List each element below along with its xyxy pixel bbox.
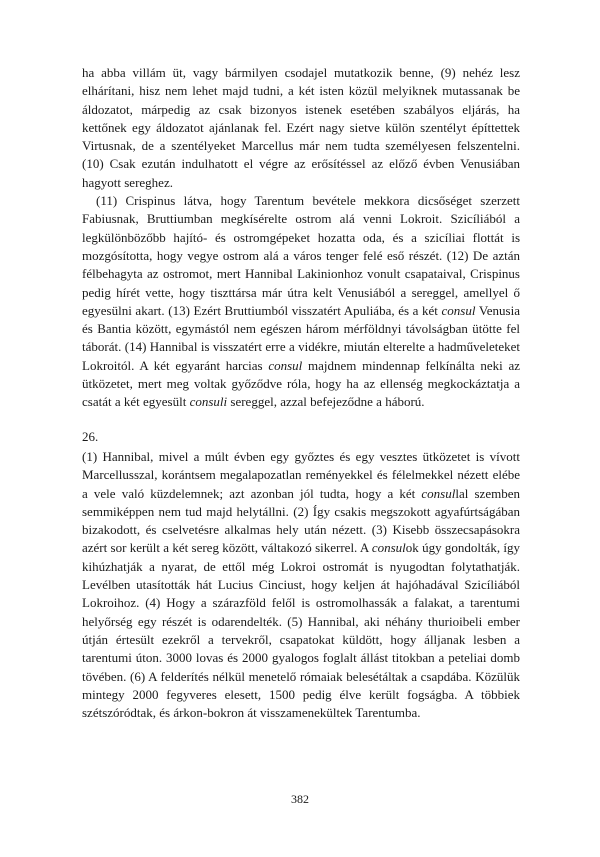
latin-term-consuli: consuli [189, 394, 228, 410]
latin-term-consul: consul [268, 357, 303, 373]
text-run: (11) Crispinus látva, hogy Tarentum bevétele mekkora dicsőséget szerzett Fabiusnak, Bruttiumban megkísérelte ostrom alá venni Lokroit. Szicíliából a legkülönbözőbb hajító- és ostromgépeket hozatta oda, és a szicíliai flottát is mozgósította, hogy vegye ostrom alá a város tenger felé eső részét. (12) De aztán félbehagyta az ostromot, mert Hannibal Lakinionhoz vonult csapataival, Crispinus pedig hírét vette, hogy tiszttársa már útra kelt Venusiából a sereggel, amellyel ő egyesülni akart. (13) Ezért Bruttiumból visszatért Apuliába, és a két [82, 193, 520, 318]
text-run: (1) Hannibal, mivel a múlt évben egy győztes és egy vesztes ütközetet is vívott Marcellusszal, korántsem megalapozatlan reményekkel és félelmekkel nézett elébe a vele való küzdelemnek; azt azonban jól tudta, hogy a két [82, 448, 520, 501]
latin-term-consul: consul [441, 302, 476, 318]
paragraph-continued: ha abba villám üt, vagy bármilyen csodajel mutatkozik benne, (9) nehéz lesz elhárítani, hisz nem lehet majd tudni, a két isten közül melyiknek mutassanak be áldozatot, márpedig az csak bizonyos istenek esetében szabályos eljárás, ha kettőnek egy áldozatot ajánlanak fel. Ezért nagy sietve külön szentélyt építtettek Virtusnak, de a szentélyeket Marcellus már nem tudta személyesen felszentelni. (10) Csak ezután indulhatott el végre az erősítéssel az előző évben Venusiában hagyott sereghez. [82, 65, 520, 190]
latin-term-consul: consul [371, 540, 406, 556]
text-run: majdnem mindennap felkínálta neki az ütközetet, mert meg voltak győződve róla, hogy ha az ellenség megkockáztatja a csatát a két egyesült [82, 357, 520, 410]
latin-term-consul: consul [421, 485, 456, 501]
page-number: 382 [291, 792, 309, 806]
text-run: ok úgy gondolták, így kihúzhatják a nyarat, de ettől még Lokroi ostromát is nyugodtan folytathatják. Levélben utasították hát Lucius Cinciust, hogy keljen át hajóhadával Szicíliából Lokroihoz. (4) Hogy a szárazföld felől is ostromolhassák a falakat, a tarentumi helyőrség egy részét is odarendelték. (5) Hannibal, aki néhány thurioibeli ember útján értesült ezekről a tervekről, csapatokat küldött, hogy álljanak lesben a tarentumi úton. 3000 lovas és 2000 gyalogos foglalt állást titokban a peteliai domb tövében. (6) A felderítés nélkül menetelő rómaiak belesétáltak a csapdába. Közülük mintegy 2000 fegyveres elesett, 1500 pedig élve került fogságba. A többiek szétszóródtak, és árkon-bokron át visszamenekültek Tarentumba. [82, 540, 520, 721]
page-body [82, 64, 520, 722]
paragraph-hannibal [82, 448, 520, 722]
text-run: sereggel, azzal befejeződne a háború. [227, 394, 425, 410]
text-run: lal szemben semmiképpen nem tud majd helytállni. (2) Így csakis megszokott agyafúrtságában bizakodott, és cselvetésre alkalmas hely után nézett. (3) Kisebb összecsapásokra azért sor került a két sereg között, váltakozó sikerrel. A [82, 485, 520, 556]
paragraph-crispinus [82, 192, 520, 412]
text-run: Venusia és Bantia között, egymástól nem egészen három mérföldnyi távolságban ütötte fel táborát. (14) Hannibal is visszatért erre a vidékre, miután elterelte a hadműveleteket Lokroitól. A két egyaránt harcias [82, 302, 520, 373]
chapter-number: 26. [82, 428, 99, 444]
